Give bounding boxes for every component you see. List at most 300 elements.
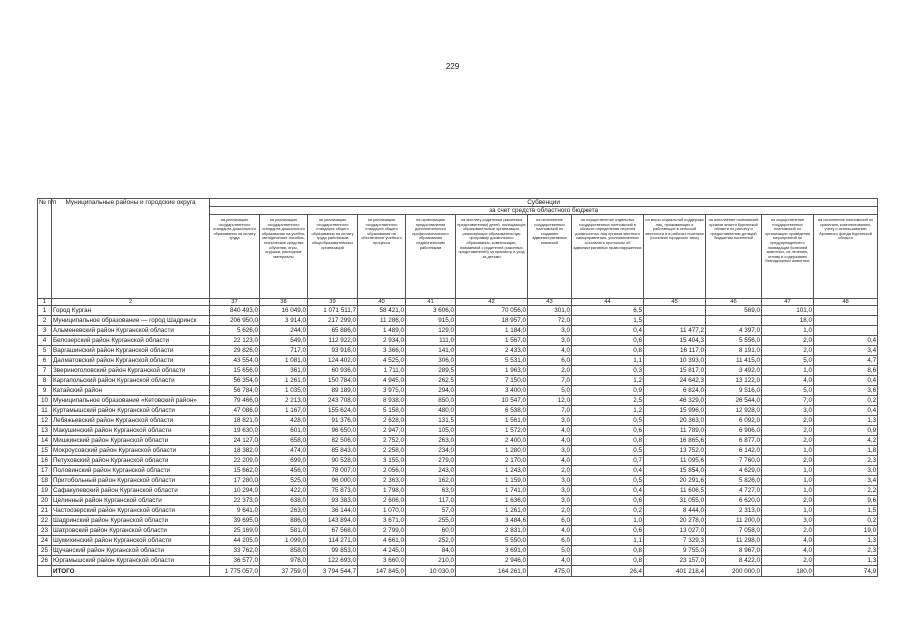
row-number-cell: 19 — [38, 486, 52, 496]
amount-cell: 2 400,0 — [456, 436, 528, 446]
amount-cell: 6,0 — [528, 356, 572, 366]
amount-cell — [814, 316, 878, 326]
amount-cell: 2,0 — [762, 556, 814, 566]
amount-cell: 1,3 — [814, 416, 878, 426]
row-number-cell: 22 — [38, 516, 52, 526]
table-row — [38, 546, 878, 556]
amount-cell: 6 620,0 — [706, 496, 762, 506]
amount-cell: 101,0 — [762, 306, 814, 316]
amount-cell: 6,5 — [572, 306, 644, 316]
amount-cell: 5 550,0 — [456, 536, 528, 546]
amount-cell: 255,0 — [406, 516, 456, 526]
amount-cell: 3 400,0 — [456, 386, 528, 396]
amount-cell: 3 691,0 — [456, 546, 528, 556]
district-name-cell: Юргамышский район Курганской области — [52, 556, 210, 566]
amount-cell: 699,0 — [260, 456, 308, 466]
amount-cell: 5,0 — [762, 386, 814, 396]
amount-cell: 5 626,0 — [210, 326, 260, 336]
amount-cell: 63,0 — [406, 486, 456, 496]
amount-cell: 10 393,0 — [644, 356, 706, 366]
table-row — [38, 486, 878, 496]
amount-cell: 1 636,0 — [456, 496, 528, 506]
amount-cell: 44 205,0 — [210, 536, 260, 546]
amount-cell: 89 189,0 — [308, 386, 358, 396]
district-name-cell: Мишкинский район Курганской области — [52, 436, 210, 446]
amount-cell: 243 708,0 — [308, 396, 358, 406]
amount-cell: 18 957,0 — [456, 316, 528, 326]
group-header-subventions: Субвенции — [210, 199, 878, 207]
amount-cell: 3,4 — [814, 346, 878, 356]
amount-cell: 1,3 — [814, 536, 878, 546]
amount-cell: 6 877,0 — [706, 436, 762, 446]
amount-cell: 361,0 — [260, 366, 308, 376]
row-number-cell: 1 — [38, 306, 52, 316]
amount-cell: 29 826,0 — [210, 346, 260, 356]
amount-cell: 3 492,0 — [706, 366, 762, 376]
district-name-cell: Макушинский район Курганской области — [52, 426, 210, 436]
total-row — [38, 566, 878, 577]
row-number-cell: 3 — [38, 326, 52, 336]
amount-cell: 1,8 — [814, 446, 878, 456]
district-name-cell: Муниципальное образование «Кетовский район» — [52, 396, 210, 406]
col-header-desc: на организацию предоставления дополнительного профессионального образования педагогическим работникам — [406, 215, 456, 299]
amount-cell: 10 294,0 — [210, 486, 260, 496]
subventions-table — [37, 198, 878, 577]
amount-cell: 234,0 — [406, 446, 456, 456]
amount-cell: 22 373,0 — [210, 496, 260, 506]
amount-cell: 39 695,0 — [210, 516, 260, 526]
district-name-cell: Целинный район Курганской области — [52, 496, 210, 506]
amount-cell: 3 914,0 — [260, 316, 308, 326]
amount-cell: 0,5 — [572, 446, 644, 456]
district-name-cell: Сафакулевский район Курганской области — [52, 486, 210, 496]
col-number-cell: 43 — [528, 299, 572, 306]
amount-cell: 0,7 — [572, 456, 644, 466]
amount-cell: 4 629,0 — [706, 466, 762, 476]
amount-cell: 658,0 — [260, 436, 308, 446]
amount-cell: 11 606,5 — [644, 486, 706, 496]
table-row — [38, 416, 878, 426]
amount-cell: 2 056,0 — [358, 466, 406, 476]
amount-cell: 18 821,0 — [210, 416, 260, 426]
amount-cell: 43 554,0 — [210, 356, 260, 366]
amount-cell: 4,0 — [762, 546, 814, 556]
amount-cell: 141,0 — [406, 346, 456, 356]
amount-cell: 112 922,0 — [308, 336, 358, 346]
amount-cell: 99 853,0 — [308, 546, 358, 556]
amount-cell: 858,0 — [260, 546, 308, 556]
col-number-cell: 41 — [406, 299, 456, 306]
amount-cell: 91 376,0 — [308, 416, 358, 426]
amount-cell: 3 366,0 — [358, 346, 406, 356]
amount-cell: 422,0 — [260, 486, 308, 496]
amount-cell: 2 433,0 — [456, 346, 528, 356]
amount-cell: 4,0 — [762, 376, 814, 386]
amount-cell: 65 886,0 — [308, 326, 358, 336]
amount-cell: 2 628,0 — [358, 416, 406, 426]
amount-cell: 23 157,0 — [644, 556, 706, 566]
amount-cell: 549,0 — [260, 336, 308, 346]
amount-cell — [814, 306, 878, 316]
row-number-cell: 20 — [38, 496, 52, 506]
amount-cell: 155 624,0 — [308, 406, 358, 416]
row-number-cell: 15 — [38, 446, 52, 456]
district-name-cell: Каргапольский район Курганской области — [52, 376, 210, 386]
row-number-cell: 23 — [38, 526, 52, 536]
amount-cell: 1,3 — [814, 556, 878, 566]
table-row — [38, 556, 878, 566]
amount-cell: 6,0 — [528, 536, 572, 546]
amount-cell: 105,0 — [406, 426, 456, 436]
amount-cell: 6 824,0 — [644, 386, 706, 396]
amount-cell: 1,1 — [572, 536, 644, 546]
row-number-cell: 6 — [38, 356, 52, 366]
amount-cell: 2,3 — [814, 456, 878, 466]
amount-cell: 93 383,0 — [308, 496, 358, 506]
col-header-desc: на осуществление государственных полномочий по организации проведения мероприятий по предупреждению и ликвидации болезней животных, их лечению, отлову и содержанию безнадзорных животных — [762, 215, 814, 299]
district-name-cell: Половинский район Курганской области — [52, 466, 210, 476]
amount-cell: 2 752,0 — [358, 436, 406, 446]
amount-cell: 58 421,0 — [358, 306, 406, 316]
amount-cell: 1 099,0 — [260, 536, 308, 546]
amount-cell: 1,2 — [572, 376, 644, 386]
amount-cell: 164 261,0 — [456, 566, 528, 577]
district-name-cell: Катайский район — [52, 386, 210, 396]
amount-cell: 5 158,0 — [358, 406, 406, 416]
amount-cell: 1,0 — [762, 506, 814, 516]
amount-cell: 4,0 — [528, 426, 572, 436]
amount-cell: 3 155,0 — [358, 456, 406, 466]
amount-cell: 8,6 — [814, 366, 878, 376]
col-header-desc: на исполнение полномочий органов власти Курганской области по расчету и предоставлению дотаций бюджетам поселений — [706, 215, 762, 299]
table-row — [38, 386, 878, 396]
amount-cell: 4,0 — [528, 556, 572, 566]
amount-cell: 15 854,0 — [644, 466, 706, 476]
amount-cell: 11 415,0 — [706, 356, 762, 366]
amount-cell: 5,0 — [762, 356, 814, 366]
amount-cell: 2 258,0 — [358, 446, 406, 456]
amount-cell: 1 167,0 — [260, 406, 308, 416]
amount-cell: 75 873,0 — [308, 486, 358, 496]
amount-cell: 244,0 — [260, 326, 308, 336]
amount-cell: 0,6 — [572, 526, 644, 536]
amount-cell: 18,0 — [762, 316, 814, 326]
amount-cell: 114 271,0 — [308, 536, 358, 546]
amount-cell: 47 086,0 — [210, 406, 260, 416]
table-row — [38, 426, 878, 436]
amount-cell: 3,0 — [528, 336, 572, 346]
amount-cell: 60,0 — [406, 526, 456, 536]
amount-cell: 143 894,0 — [308, 516, 358, 526]
row-number-cell: 2 — [38, 316, 52, 326]
amount-cell: 301,0 — [528, 306, 572, 316]
amount-cell: 16 865,6 — [644, 436, 706, 446]
amount-cell: 525,0 — [260, 476, 308, 486]
amount-cell: 5 531,0 — [456, 356, 528, 366]
district-name-cell: Мокроусовский район Курганской области — [52, 446, 210, 456]
amount-cell: 7 150,0 — [456, 376, 528, 386]
amount-cell: 7,0 — [528, 376, 572, 386]
amount-cell: 1,2 — [572, 406, 644, 416]
amount-cell: 1 184,0 — [456, 326, 528, 336]
amount-cell: 262,5 — [406, 376, 456, 386]
amount-cell: 0,2 — [814, 516, 878, 526]
amount-cell: 96 650,0 — [308, 426, 358, 436]
amount-cell: 4 945,0 — [358, 376, 406, 386]
table-row — [38, 506, 878, 516]
amount-cell: 26,4 — [572, 566, 644, 577]
table-row — [38, 356, 878, 366]
amount-cell: 9 755,0 — [644, 546, 706, 556]
amount-cell: 5,0 — [528, 386, 572, 396]
amount-cell: 0,9 — [572, 386, 644, 396]
table-row — [38, 466, 878, 476]
table-row — [38, 436, 878, 446]
amount-cell: 6 906,0 — [706, 426, 762, 436]
amount-cell: 4 661,0 — [358, 536, 406, 546]
amount-cell: 117,0 — [406, 496, 456, 506]
amount-cell: 1 567,0 — [456, 336, 528, 346]
amount-cell: 1 081,0 — [260, 356, 308, 366]
amount-cell: 1 963,0 — [456, 366, 528, 376]
amount-cell: 0,8 — [572, 556, 644, 566]
amount-cell: 12,0 — [528, 396, 572, 406]
district-name-cell: Варгашинский район Курганской области — [52, 346, 210, 356]
amount-cell — [644, 306, 706, 316]
row-number-cell: 13 — [38, 426, 52, 436]
amount-cell: 1 798,0 — [358, 486, 406, 496]
table-row — [38, 316, 878, 326]
district-name-cell: Куртамышский район Курганской области — [52, 406, 210, 416]
amount-cell: 4 245,0 — [358, 546, 406, 556]
amount-cell: 1,5 — [814, 506, 878, 516]
table-row — [38, 346, 878, 356]
row-number-cell: 4 — [38, 336, 52, 346]
table-row — [38, 476, 878, 486]
amount-cell: 1,0 — [762, 366, 814, 376]
amount-cell: 263,0 — [260, 506, 308, 516]
amount-cell: 2 946,0 — [456, 556, 528, 566]
amount-cell: 1,0 — [762, 446, 814, 456]
amount-cell: 4,0 — [528, 526, 572, 536]
amount-cell: 4,0 — [762, 536, 814, 546]
amount-cell: 4 397,0 — [706, 326, 762, 336]
amount-cell: 16 117,0 — [644, 346, 706, 356]
amount-cell: 0,4 — [572, 486, 644, 496]
amount-cell: 4,0 — [528, 456, 572, 466]
amount-cell: 581,0 — [260, 526, 308, 536]
table-body — [38, 306, 878, 577]
amount-cell: 401 218,4 — [644, 566, 706, 577]
amount-cell: 20 363,0 — [644, 416, 706, 426]
amount-cell: 4,2 — [814, 436, 878, 446]
amount-cell: 72,0 — [528, 316, 572, 326]
amount-cell: 13 027,0 — [644, 526, 706, 536]
table-row — [38, 456, 878, 466]
amount-cell: 22 209,0 — [210, 456, 260, 466]
amount-cell: 11 477,2 — [644, 326, 706, 336]
row-number-cell: 18 — [38, 476, 52, 486]
amount-cell: 0,5 — [572, 476, 644, 486]
amount-cell: 74,9 — [814, 566, 878, 577]
amount-cell: 1 711,0 — [358, 366, 406, 376]
amount-cell: 19 630,0 — [210, 426, 260, 436]
col-number-cell: 42 — [456, 299, 528, 306]
amount-cell: 24 127,0 — [210, 436, 260, 446]
amount-cell: 78 007,0 — [308, 466, 358, 476]
amount-cell: 1,0 — [762, 326, 814, 336]
amount-cell: 20 278,0 — [644, 516, 706, 526]
amount-cell: 1 035,0 — [260, 386, 308, 396]
amount-cell: 2,0 — [762, 436, 814, 446]
amount-cell: 13 752,0 — [644, 446, 706, 456]
amount-cell: 569,0 — [706, 306, 762, 316]
row-number-cell — [38, 566, 52, 577]
col-header-desc: на реализацию государственного стандарта дошкольного образования на учебно-методические пособия, технические средства обучения, игры, игрушки, расходные материалы — [260, 215, 308, 299]
amount-cell: 17 280,0 — [210, 476, 260, 486]
amount-cell: 2,3 — [814, 546, 878, 556]
row-number-cell: 10 — [38, 396, 52, 406]
amount-cell: 3 975,0 — [358, 386, 406, 396]
amount-cell: 3,0 — [528, 416, 572, 426]
amount-cell: 84,0 — [406, 546, 456, 556]
amount-cell: 1,0 — [572, 516, 644, 526]
amount-cell: 428,0 — [260, 416, 308, 426]
amount-cell: 26 544,0 — [706, 396, 762, 406]
amount-cell: 1 261,0 — [260, 376, 308, 386]
amount-cell: 15 656,0 — [210, 366, 260, 376]
amount-cell: 13 122,0 — [706, 376, 762, 386]
row-number-cell: 5 — [38, 346, 52, 356]
col-number-cell: 44 — [572, 299, 644, 306]
amount-cell: 0,6 — [572, 426, 644, 436]
row-number-cell: 25 — [38, 546, 52, 556]
amount-cell: 8 422,0 — [706, 556, 762, 566]
amount-cell: 57,0 — [406, 506, 456, 516]
amount-cell: 0,4 — [814, 336, 878, 346]
amount-cell: 37 759,0 — [260, 566, 308, 577]
amount-cell: 2 213,0 — [260, 396, 308, 406]
amount-cell: 12 928,0 — [706, 406, 762, 416]
table-row — [38, 326, 878, 336]
amount-cell: 4 727,0 — [706, 486, 762, 496]
amount-cell: 0,2 — [814, 396, 878, 406]
col-header-desc: на реализацию государственного стандарта дошкольного образования на оплату труда — [210, 215, 260, 299]
amount-cell: 9 516,0 — [706, 386, 762, 396]
amount-cell: 8 938,0 — [358, 396, 406, 406]
amount-cell: 122 693,0 — [308, 556, 358, 566]
amount-cell: 0,6 — [572, 496, 644, 506]
amount-cell: 180,0 — [762, 566, 814, 577]
amount-cell: 93 916,0 — [308, 346, 358, 356]
amount-cell: 90 528,0 — [308, 456, 358, 466]
amount-cell: 4,0 — [528, 346, 572, 356]
amount-cell: 638,0 — [260, 496, 308, 506]
amount-cell: 82 506,0 — [308, 436, 358, 446]
district-name-cell: Частоозерский район Курганской области — [52, 506, 210, 516]
col-header-desc: на исполнение полномочий по хранению, комплектованию, учету и использованию Архивного фонда Курганской области — [814, 215, 878, 299]
amount-cell: 96 000,0 — [308, 476, 358, 486]
col-header-desc: на исполнение государственных полномочий по созданию административных комиссий — [528, 215, 572, 299]
amount-cell: 0,2 — [572, 506, 644, 516]
col-header-desc: на реализацию государственного стандарта общего образования на обеспечение учебного процесса — [358, 215, 406, 299]
district-name-cell: Щучанский район Курганской области — [52, 546, 210, 556]
col-number-cell: 48 — [814, 299, 878, 306]
amount-cell: 6 142,0 — [706, 446, 762, 456]
page-number: 229 — [445, 62, 460, 71]
amount-cell: 0,4 — [814, 406, 878, 416]
amount-cell: 6 538,0 — [456, 406, 528, 416]
amount-cell: 147 845,0 — [358, 566, 406, 577]
amount-cell: 1 741,0 — [456, 486, 528, 496]
amount-cell: 1 489,0 — [358, 326, 406, 336]
amount-cell: 24 642,3 — [644, 376, 706, 386]
amount-cell: 3,0 — [528, 326, 572, 336]
amount-cell: 1,1 — [572, 356, 644, 366]
amount-cell: 3,0 — [762, 516, 814, 526]
amount-cell: 11 298,0 — [706, 536, 762, 546]
amount-cell: 2 831,0 — [456, 526, 528, 536]
amount-cell: 1,0 — [762, 476, 814, 486]
row-number-cell: 17 — [38, 466, 52, 476]
amount-cell: 1 261,0 — [456, 506, 528, 516]
amount-cell: 294,0 — [406, 386, 456, 396]
amount-cell: 6 092,0 — [706, 416, 762, 426]
amount-cell: 20 291,6 — [644, 476, 706, 486]
amount-cell: 7 058,0 — [706, 526, 762, 536]
amount-cell: 7,0 — [528, 406, 572, 416]
amount-cell: 3,4 — [814, 476, 878, 486]
amount-cell: 11 095,6 — [644, 456, 706, 466]
amount-cell: 1,0 — [762, 486, 814, 496]
amount-cell: 5 826,0 — [706, 476, 762, 486]
amount-cell: 3,0 — [528, 476, 572, 486]
amount-cell: 1 561,0 — [456, 416, 528, 426]
col-header-number: № п/п — [38, 199, 52, 299]
amount-cell: 717,0 — [260, 346, 308, 356]
amount-cell: 2 170,0 — [456, 456, 528, 466]
amount-cell: 3,0 — [528, 486, 572, 496]
amount-cell: 217 299,0 — [308, 316, 358, 326]
amount-cell: 25 169,0 — [210, 526, 260, 536]
amount-cell: 2 799,0 — [358, 526, 406, 536]
row-number-cell: 24 — [38, 536, 52, 546]
amount-cell: 10 030,0 — [406, 566, 456, 577]
amount-cell: 33 762,0 — [210, 546, 260, 556]
col-number-cell: 39 — [308, 299, 358, 306]
row-number-cell: 7 — [38, 366, 52, 376]
amount-cell: 11 286,0 — [358, 316, 406, 326]
amount-cell — [644, 316, 706, 326]
table-row — [38, 396, 878, 406]
amount-cell: 7 760,0 — [706, 456, 762, 466]
amount-cell: 3 660,0 — [358, 556, 406, 566]
group-header-source: за счет средств областного бюджета — [210, 207, 878, 215]
amount-cell: 0,8 — [572, 436, 644, 446]
amount-cell: 2,0 — [762, 336, 814, 346]
row-number-cell: 8 — [38, 376, 52, 386]
amount-cell: 60 936,0 — [308, 366, 358, 376]
amount-cell: 263,0 — [406, 436, 456, 446]
district-name-cell: Шадринский район Курганской области — [52, 516, 210, 526]
row-number-cell: 12 — [38, 416, 52, 426]
amount-cell: 6,0 — [528, 516, 572, 526]
row-number-cell: 14 — [38, 436, 52, 446]
amount-cell: 2,5 — [572, 396, 644, 406]
amount-cell: 1 572,0 — [456, 426, 528, 436]
col-number-cell: 38 — [260, 299, 308, 306]
amount-cell: 1 280,0 — [456, 446, 528, 456]
